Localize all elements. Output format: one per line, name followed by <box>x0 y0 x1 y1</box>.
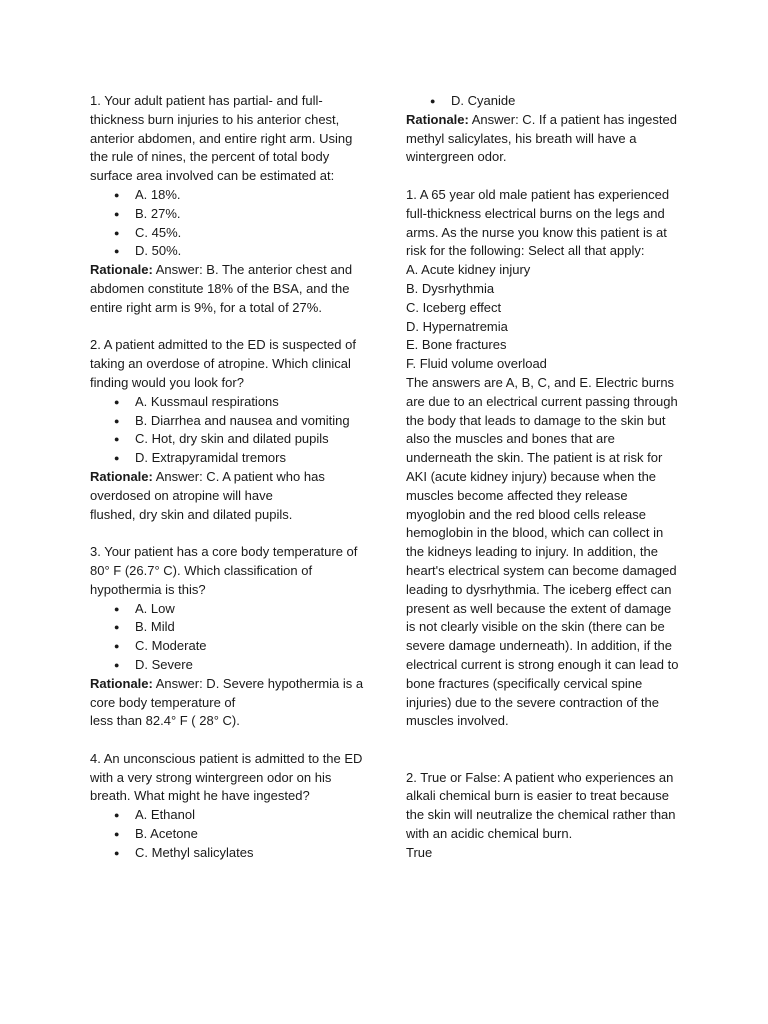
question-4-text: 4. An unconscious patient is admitted to the ED with a very strong wintergreen odor on his breath. What might he have ingested? <box>90 750 363 804</box>
rationale-text: Answer: C. If a patient has ingested methyl salicylates, his breath will have a wintergreen odor. <box>406 111 677 165</box>
question-1-options <box>90 186 365 261</box>
option: ● B. Diarrhea and nausea and vomiting <box>90 412 365 431</box>
choice-item: D. Hypernatremia <box>406 318 508 334</box>
option: ● D. Extrapyramidal tremors <box>90 449 365 468</box>
question-2-text: 2. A patient admitted to the ED is suspected of taking an overdose of atropine. Which clinical finding would you look for? <box>90 337 356 390</box>
option: ● A. Low <box>90 600 365 619</box>
rationale-label: Rationale: <box>406 111 469 127</box>
rationale-text-line2: flushed, dry skin and dilated pupils. <box>90 506 293 522</box>
choice-item: A. Acute kidney injury <box>406 262 531 278</box>
option: ● B. 27%. <box>90 205 365 224</box>
choice-item: E. Bone fractures <box>406 337 507 353</box>
option: ● C. 45%. <box>90 224 365 243</box>
option: ● A. Kussmaul respirations <box>90 393 365 412</box>
question-4-rationale <box>406 111 681 167</box>
question-1-text: 1. Your adult patient has partial- and full-thickness burn injuries to his anterior chest, anterior abdomen, and entire right arm. Using the rule of nines, the percent of total body surface area involved can be estimated at: <box>90 93 353 184</box>
true-false-answer: True <box>406 844 433 860</box>
question-3-text: 3. Your patient has a core body temperature of 80° F (26.7° C). Which classification of hypothermia is this? <box>90 544 358 597</box>
option: ● A. 18%. <box>90 186 365 205</box>
question-2-options <box>90 393 365 468</box>
rationale-text: Answer: D. Severe hypothermia is a core body temperature of <box>90 675 364 710</box>
right-column <box>406 92 681 863</box>
question-4-options <box>90 806 365 862</box>
option: ● C. Methyl salicylates <box>90 844 365 863</box>
choice-item: B. Dysrhythmia <box>406 280 495 296</box>
choice-item: C. Iceberg effect <box>406 299 502 315</box>
rationale-label: Rationale: <box>90 468 153 484</box>
option: ● B. Mild <box>90 618 365 637</box>
rationale-text-line2: less than 82.4° F ( 28° C). <box>90 713 240 729</box>
true-false-question-text: 2. True or False: A patient who experiences an alkali chemical burn is easier to treat because the skin will neutralize the chemical rather than with an acidic chemical burn. <box>406 769 676 842</box>
left-column <box>90 92 365 863</box>
option: ● D. Severe <box>90 656 365 675</box>
question-3-rationale <box>90 675 365 731</box>
rationale-text: Answer: B. The anterior chest and abdomen constitute 18% of the BSA, and the entire right arm is 9%, for a total of 27%. <box>90 262 353 315</box>
option: ● C. Moderate <box>90 637 365 656</box>
option: ● C. Hot, dry skin and dilated pupils <box>90 430 365 449</box>
option: ● A. Ethanol <box>90 806 365 825</box>
rationale-label: Rationale: <box>90 675 153 691</box>
rationale-label: Rationale: <box>90 262 153 278</box>
option: ● B. Acetone <box>90 825 365 844</box>
choice-item: F. Fluid volume overload <box>406 356 547 372</box>
select-all-question-text: 1. A 65 year old male patient has experienced full-thickness electrical burns on the legs and arms. As the nurse you know this patient is at risk for the following: Select all that apply: <box>406 186 670 259</box>
question-1-rationale <box>90 261 365 317</box>
question-2-rationale <box>90 468 365 524</box>
rationale-text: Answer: C. A patient who has overdosed on atropine will have <box>90 468 325 503</box>
option: ● D. 50%. <box>90 242 365 261</box>
question-3-options <box>90 600 365 675</box>
question-4-options-continued <box>406 92 681 111</box>
option: ● D. Cyanide <box>406 92 681 111</box>
select-all-answer: The answers are A, B, C, and E. Electric burns are due to an electrical current passing through the body that leads to damage to the skin but also the muscles and bones that are underneath the skin. The patient is at risk for AKI (acute kidney injury) because when the muscles become affected they release myoglobin and the red blood cells release hemoglobin in the blood, which can collect in the kidneys leading to injury. In addition, the heart's electrical system can become damaged leading to dysrhythmia. The iceberg effect can present as well because the extent of damage is not clearly visible on the skin (there can be severe damage underneath). In addition, if the electrical current is strong enough it can lead to bone fractures (specifically cervical spine injuries) due to the severe contraction of the muscles involved. <box>406 374 679 729</box>
